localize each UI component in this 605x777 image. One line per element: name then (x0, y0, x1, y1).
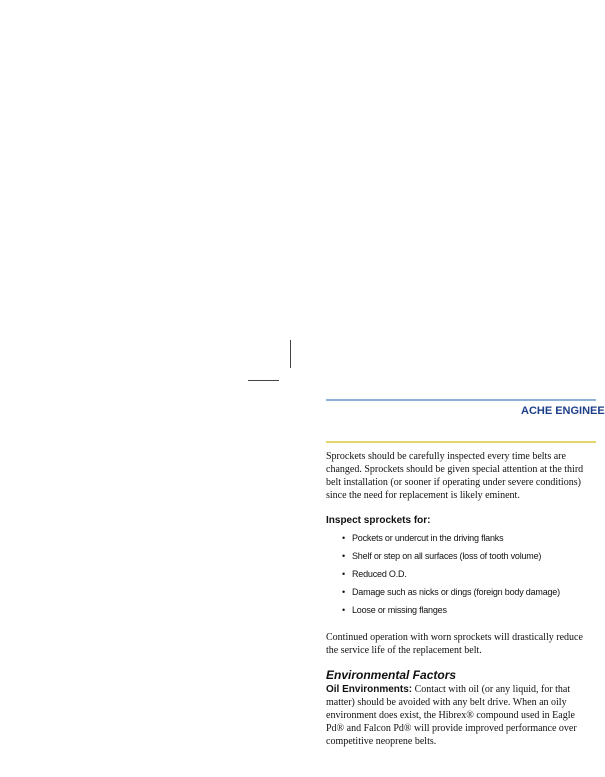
intro-paragraph: Sprockets should be carefully inspected every time belts are changed. Sprockets should be given special attention at the third belt installation (or sooner if operating under severe conditions) since the need for replacement is likely eminent. (326, 451, 584, 501)
inspect-list-item: • Damage such as nicks or dings (foreign body damage) (326, 586, 594, 599)
crop-mark-vertical (290, 340, 291, 368)
page-header-title: ACHE ENGINEE (521, 405, 605, 417)
inspect-heading: Inspect sprockets for: (326, 515, 431, 526)
inspect-list-item: • Shelf or step on all surfaces (loss of tooth volume) (326, 550, 594, 563)
continued-paragraph: Continued operation with worn sprockets will drastically reduce the service life of the replacement belt. (326, 632, 583, 656)
page-content (326, 450, 594, 760)
oil-paragraph (326, 683, 594, 748)
header-rule (326, 399, 596, 401)
crop-mark-horizontal (248, 380, 279, 381)
section-title: Environmental Factors (326, 668, 457, 682)
inspect-list-item: • Loose or missing flanges (326, 604, 594, 617)
oil-text: Contact with oil (or any liquid, for that matter) should be avoided with any belt drive. When an oily environment does exist, the Hibrex® compound used in Eagle Pd® and Falcon Pd® will provide improved performance over competitive neoprene belts. (326, 684, 577, 747)
header-divider (326, 441, 596, 443)
inspect-list (326, 532, 594, 617)
inspect-list-item: • Pockets or undercut in the driving flanks (326, 532, 594, 545)
inspect-list-item: • Reduced O.D. (326, 568, 594, 581)
oil-label: Oil Environments: (326, 684, 413, 695)
